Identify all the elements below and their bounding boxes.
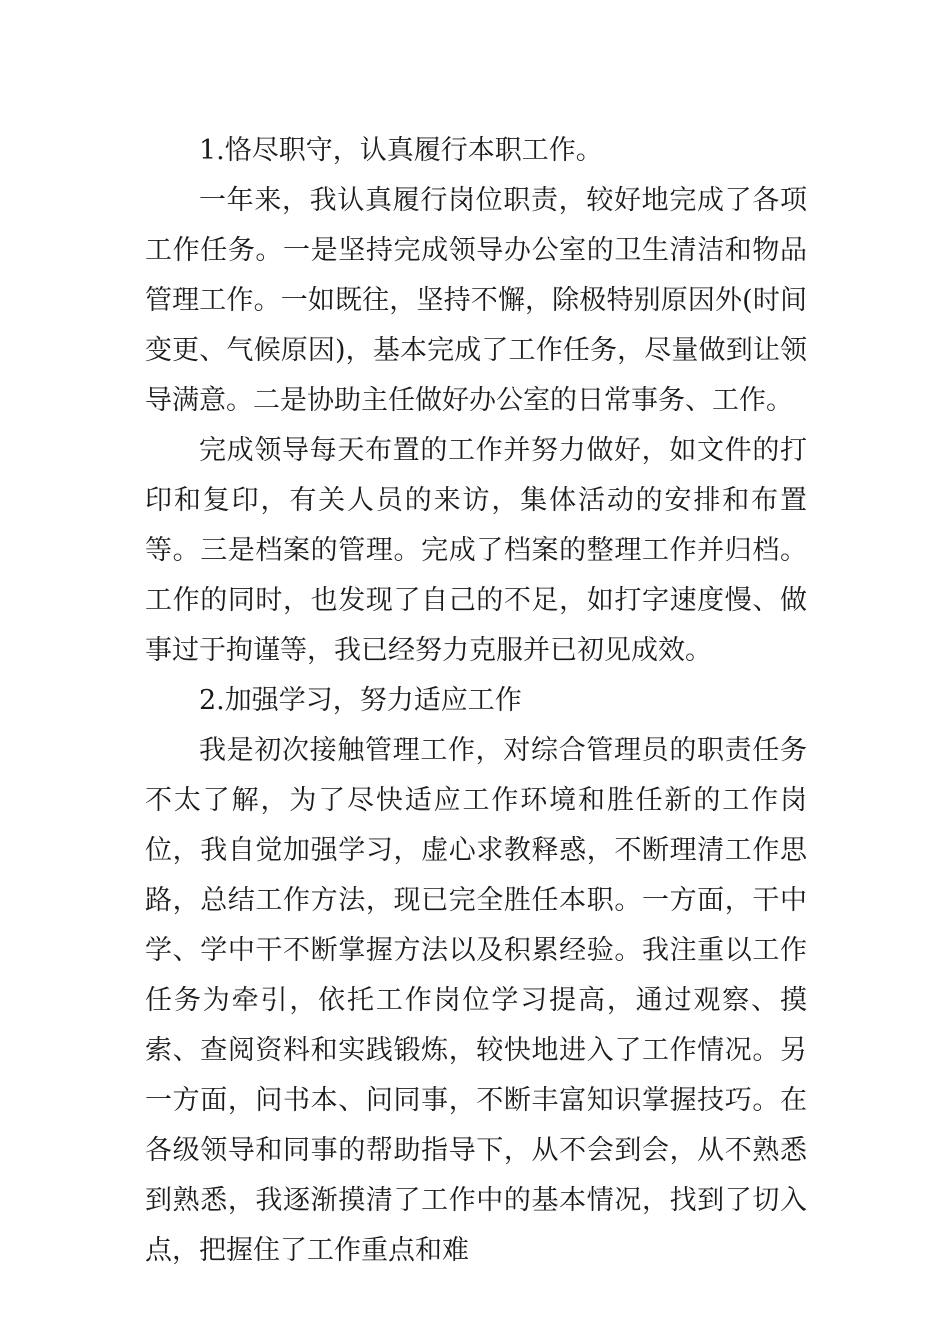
body-paragraph-1: 一年来，我认真履行岗位职责，较好地完成了各项工作任务。一是坚持完成领导办公室的卫生清洁和物品管理工作。一如既往，坚持不懈，除极特别原因外(时间变更、气候原因)，基本完成了工作任务，尽量做到让领导满意。二是协助主任做好办公室的日常事务、工作。 [145,185,807,416]
document-body [145,126,807,1276]
section-heading-1: 1.恪尽职守，认真履行本职工作。 [199,135,603,166]
body-paragraph-2: 完成领导每天布置的工作并努力做好，如文件的打印和复印，有关人员的来访，集体活动的安排和布置等。三是档案的管理。完成了档案的整理工作并归档。工作的同时，也发现了自己的不足，如打字速度慢、做事过于拘谨等，我已经努力克服并已初见成效。 [145,435,807,666]
section-heading-2: 2.加强学习，努力适应工作 [199,685,522,716]
body-paragraph-3: 我是初次接触管理工作，对综合管理员的职责任务不太了解，为了尽快适应工作环境和胜任新的工作岗位，我自觉加强学习，虚心求教释惑，不断理清工作思路，总结工作方法，现已完全胜任本职。一方面，干中学、学中干不断掌握方法以及积累经验。我注重以工作任务为牵引，依托工作岗位学习提高，通过观察、摸索、查阅资料和实践锻炼，较快地进入了工作情况。另一方面，问书本、问同事，不断丰富知识掌握技巧。在各级领导和同事的帮助指导下，从不会到会，从不熟悉到熟悉，我逐渐摸清了工作中的基本情况，找到了切入点，把握住了工作重点和难 [145,735,807,1266]
